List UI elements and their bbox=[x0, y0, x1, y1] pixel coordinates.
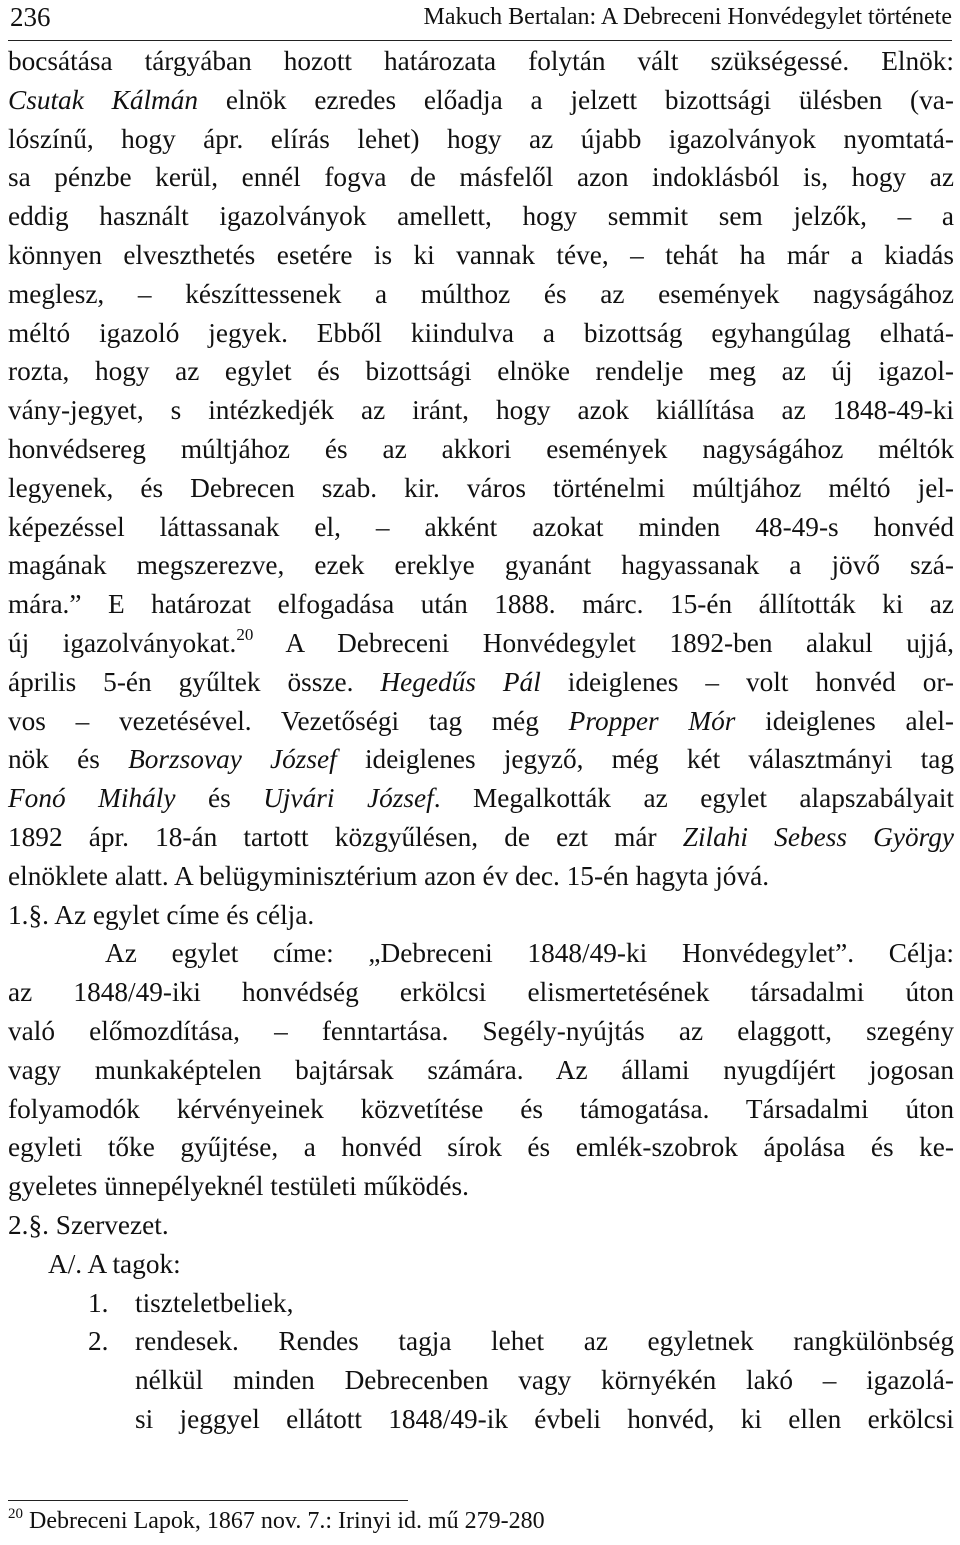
text-line: vagy munkaképtelen bajtársak számára. Az állami nyugdíjért jogosan bbox=[8, 1054, 954, 1085]
page-header bbox=[8, 0, 952, 41]
text-line: méltó igazoló jegyek. Ebből kiindulva a bizottság egyhangúlag elhatá- bbox=[8, 317, 954, 348]
text-line: Az egylet címe: „Debreceni 1848/49-ki Honvédegylet”. Célja: bbox=[105, 938, 954, 969]
text-line: vos – vezetésével. Vezetőségi tag még Propper Mór ideiglenes alel- bbox=[8, 705, 954, 736]
section-heading: 2.§. Szervezet. bbox=[8, 1209, 169, 1240]
text-line: egyleti tőke gyűjtése, a honvéd sírok és emlék-szobrok ápolása és ke- bbox=[8, 1132, 954, 1163]
text-line: vány-jegyet, s intézkedjék az iránt, hogy azok kiállítása az 1848-49-ki bbox=[8, 395, 954, 426]
body-text bbox=[8, 42, 954, 1439]
text-line: való előmozdítása, – fenntartása. Segély-nyújtás az elaggott, szegény bbox=[8, 1015, 954, 1046]
text-line: folyamodók kérvényeinek közvetítése és támogatása. Társadalmi úton bbox=[8, 1093, 954, 1124]
paragraph bbox=[8, 42, 954, 896]
text-line: meglesz, – készíttessenek a múlthoz és az események nagyságához bbox=[8, 278, 954, 309]
text-line: mára.” E határozat elfogadása után 1888. márc. 15-én állították ki az bbox=[8, 589, 954, 620]
footnote-marker: 20 bbox=[8, 1506, 23, 1522]
list-item bbox=[8, 1322, 954, 1361]
text-line: bocsátása tárgyában hozott határozata folytán vált szükségessé. Elnök: bbox=[8, 46, 954, 76]
person-name: Fonó Mihály bbox=[8, 783, 176, 814]
text-line: legyenek, és Debrecen szab. kir. város történelmi múltjához méltó jel- bbox=[8, 472, 954, 503]
text-line: nök és Borzsovay József ideiglenes jegyző, még két választmányi tag bbox=[8, 744, 954, 775]
text-line: si jeggyel ellátott 1848/49-ik évbeli honvéd, ki ellen erkölcsi bbox=[135, 1403, 954, 1434]
subsection-heading: A/. A tagok: bbox=[48, 1248, 181, 1279]
person-name: Zilahi Sebess György bbox=[682, 821, 954, 852]
list-text: rendesek. Rendes tagja lehet az egyletnek rangkülönbség bbox=[135, 1326, 954, 1357]
person-name: Borzsovay József bbox=[128, 744, 337, 775]
running-title: Makuch Bertalan: A Debreceni Honvédegylet története bbox=[423, 4, 952, 30]
paragraph bbox=[8, 934, 954, 1206]
text-line: könnyen elveszthetés esetére is ki vannak téve, – tehát ha már a kiadás bbox=[8, 239, 954, 270]
text-line: nélkül minden Debrecenben vagy környékén lakó – igazolá- bbox=[135, 1365, 954, 1396]
section-heading: 1.§. Az egylet címe és célja. bbox=[8, 899, 315, 930]
text-line: sa pénzbe kerül, ennél fogva de másfelől azon indoklásból is, hogy az bbox=[8, 162, 954, 193]
person-name: Hegedűs Pál bbox=[380, 666, 541, 697]
text-line: magának megszerezve, ezek ereklye gyanánt hagyassanak a jövő szá- bbox=[8, 550, 954, 581]
text-line: elnöklete alatt. A belügyminisztérium azon év dec. 15-én hagyta jóvá. bbox=[8, 860, 770, 891]
text-line: az 1848/49-iki honvédség erkölcsi elismertetésének társadalmi úton bbox=[8, 977, 954, 1008]
text-line: új igazolványokat.$^{20}$ A Debreceni Honvédegylet 1892-ben alakul ujjá, bbox=[8, 624, 954, 658]
list-number: 1. bbox=[88, 1287, 109, 1318]
list-number: 2. bbox=[88, 1326, 109, 1357]
page-number: 236 bbox=[10, 2, 51, 32]
text-line: Csutak Kálmán elnök ezredes előadja a jelzett bizottsági ülésben (va- bbox=[8, 84, 954, 115]
list-text: tiszteletbeliek, bbox=[135, 1287, 294, 1318]
text-line: képezéssel láttassanak el, – akként azokat minden 48-49-s honvéd bbox=[8, 511, 954, 542]
text-line: Fonó Mihály és Ujvári József. Megalkották az egylet alapszabályait bbox=[8, 783, 955, 814]
person-name: Ujvári József bbox=[263, 783, 434, 814]
footnote bbox=[8, 1508, 545, 1535]
text-line: gyeletes ünnepélyeknél testületi működés. bbox=[8, 1171, 469, 1202]
list-item bbox=[8, 1284, 954, 1323]
text-line: április 5-én gyűltek össze. Hegedűs Pál ideiglenes – volt honvéd or- bbox=[8, 666, 955, 697]
text-line: eddig használt igazolványok amellett, hogy semmit sem jelzők, – a bbox=[8, 201, 954, 232]
text-line: rozta, hogy az egylet és bizottsági elnöke rendelje meg az új igazol- bbox=[8, 356, 954, 387]
footnote-text: Debreceni Lapok, 1867 nov. 7.: Irinyi id. mű 279-280 bbox=[23, 1508, 545, 1534]
person-name: Csutak Kálmán bbox=[8, 84, 199, 115]
text-line: 1892 ápr. 18-án tartott közgyűlésen, de ezt már Zilahi Sebess György bbox=[8, 821, 954, 852]
person-name: Propper Mór bbox=[568, 705, 736, 736]
text-line: lószínű, hogy ápr. elírás lehet) hogy az újabb igazolványok nyomtatá- bbox=[8, 123, 954, 154]
footnote-separator bbox=[8, 1500, 408, 1501]
text-line: honvédsereg múltjához és az akkori események nagyságához méltók bbox=[8, 433, 954, 464]
footnote-reference[interactable]: 20 bbox=[236, 624, 254, 644]
